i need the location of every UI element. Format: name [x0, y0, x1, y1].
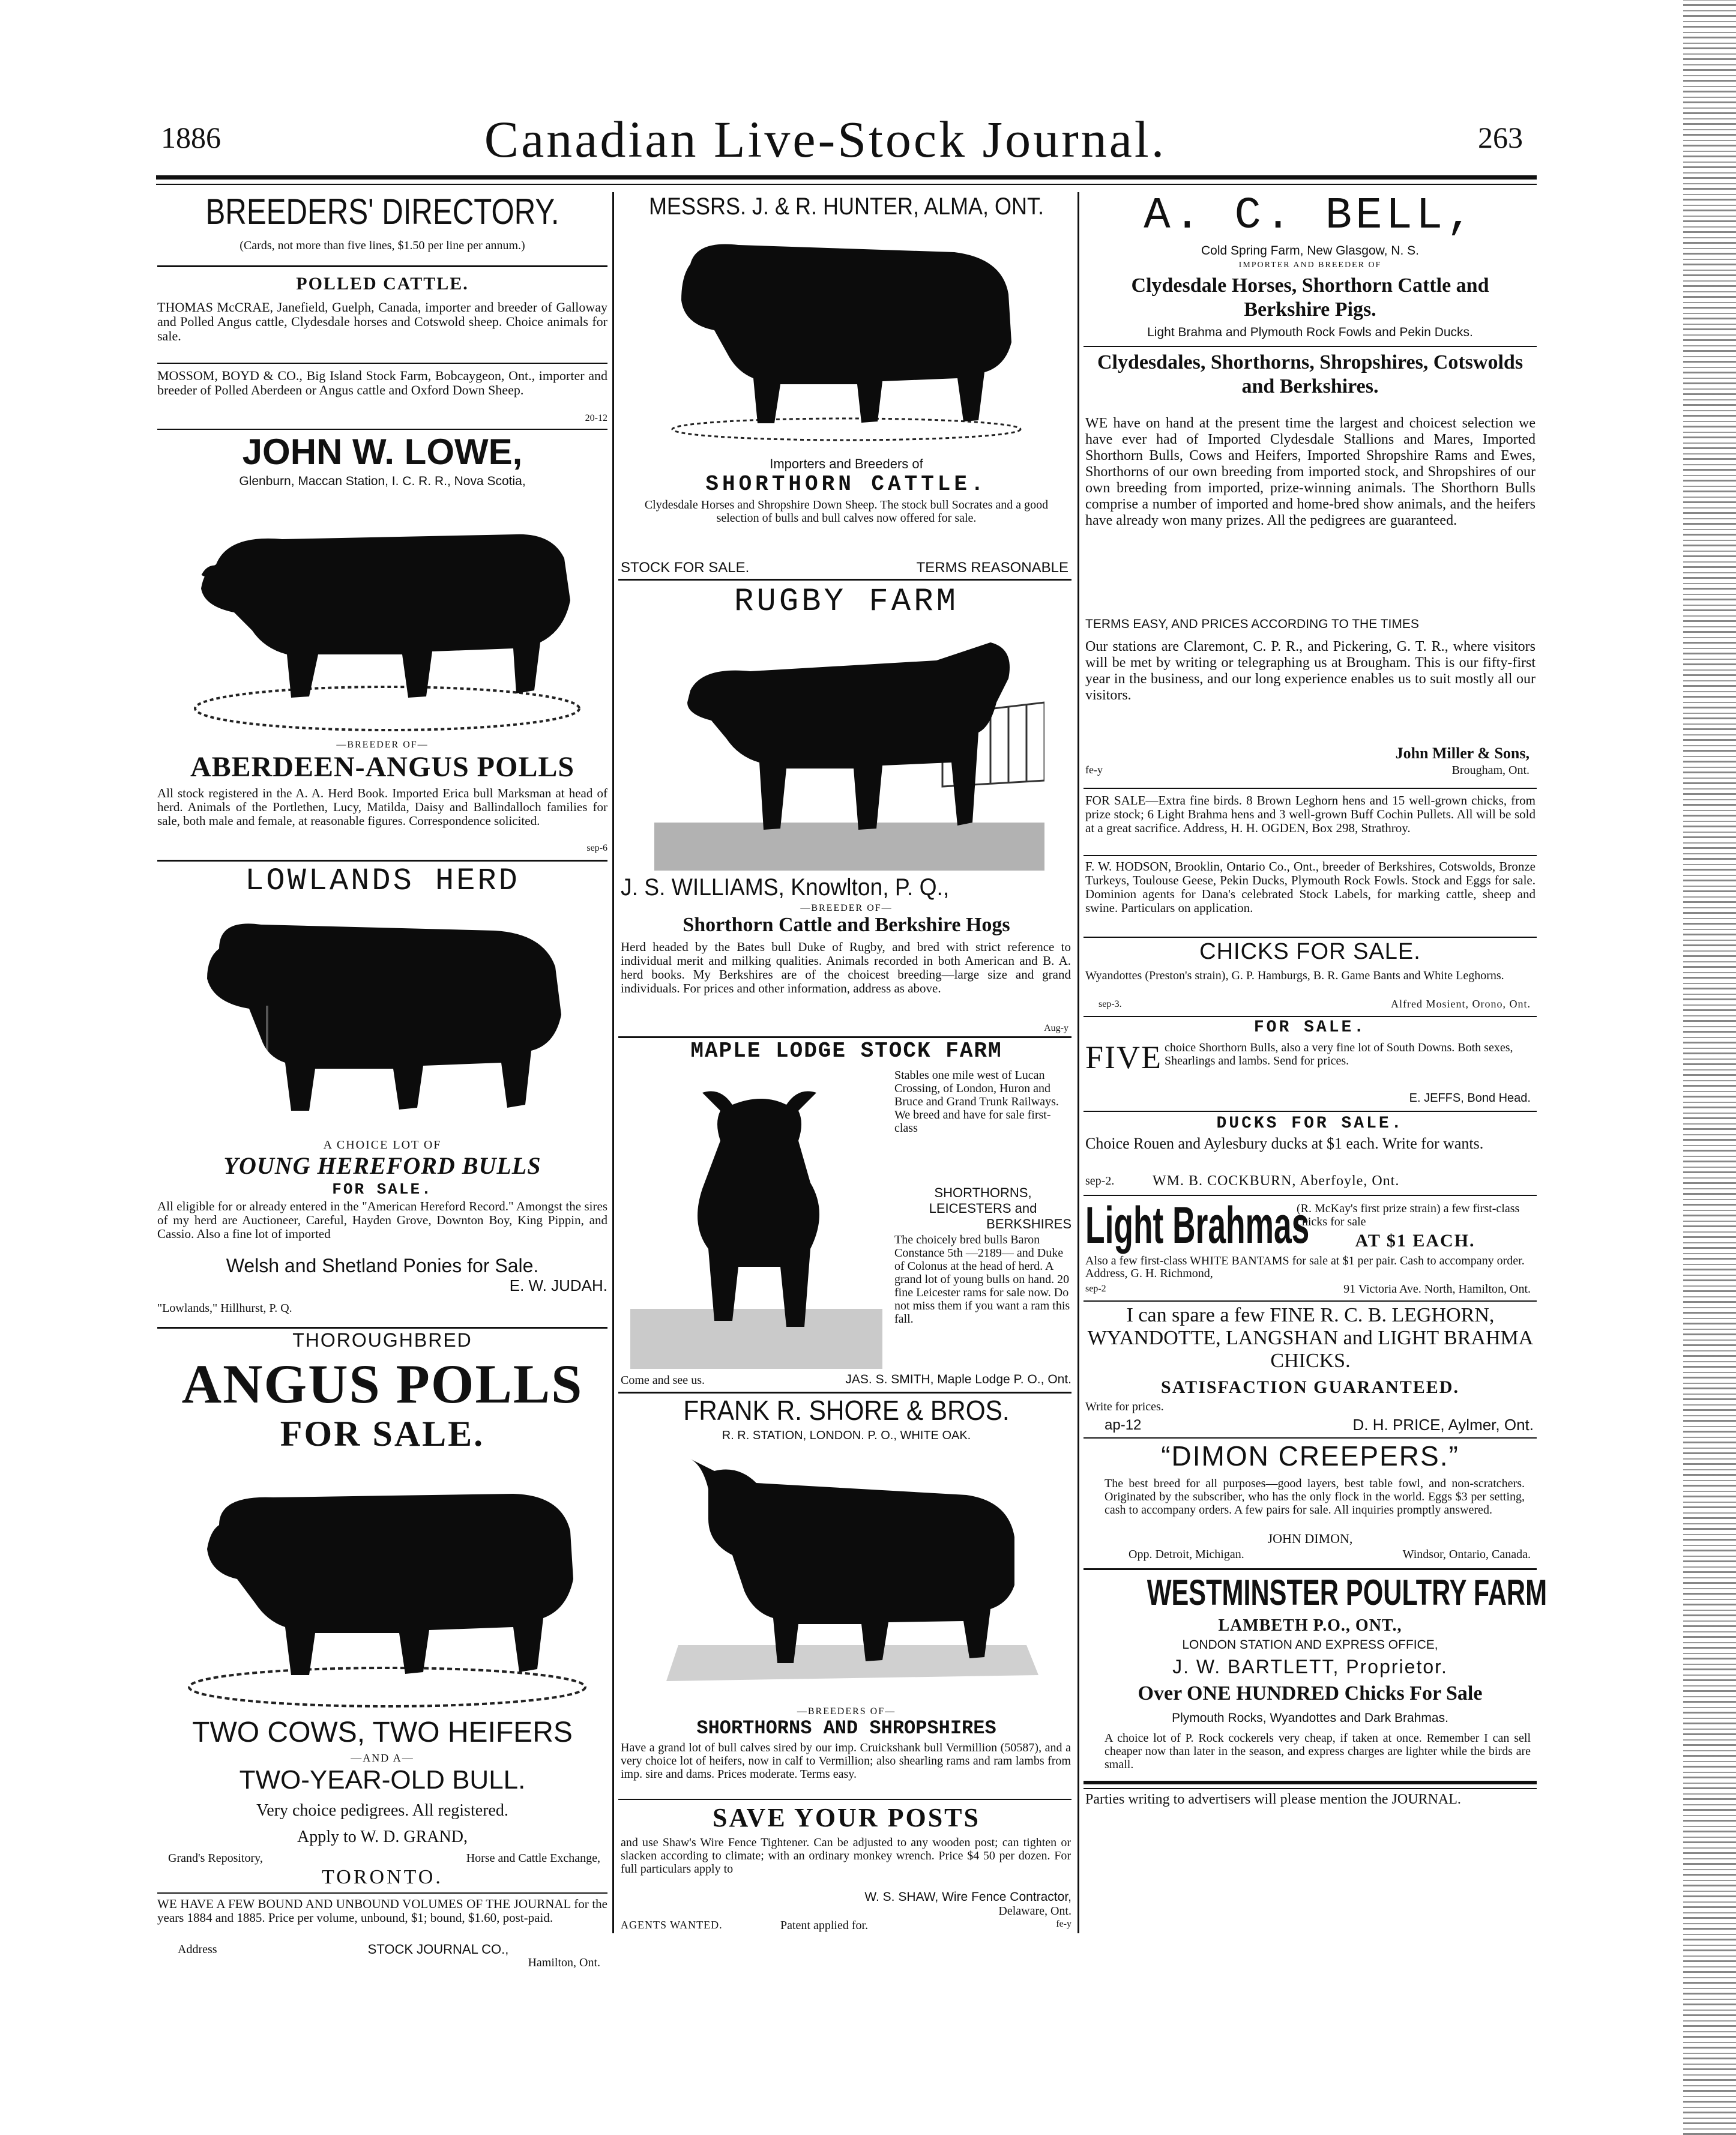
hereford-for-sale: FOR SALE. [332, 1180, 433, 1198]
bantams-text: Also a few first-class WHITE BANTAMS for sale at $1 per pair. Cash to accompany order. Address, G. H. Richmond, [1085, 1254, 1525, 1280]
london-station: LONDON STATION AND EXPRESS OFFICE, [1182, 1638, 1438, 1652]
williams-breeder-of: —BREEDER OF— [800, 903, 893, 913]
rule [157, 1327, 607, 1329]
hunter-text: Clydesdale Horses and Shropshire Down Sheep. The stock bull Socrates and a good selection of bulls and bull calves now offered for sale. [644, 498, 1049, 525]
delaware: Delaware, Ont. [998, 1904, 1071, 1918]
lowlands-herd-title: LOWLANDS HERD [245, 863, 520, 899]
choice-lot: A CHOICE LOT OF [323, 1138, 442, 1152]
hodson-card: F. W. HODSON, Brooklin, Ontario Co., Ont., breeder of Berkshires, Cotswolds, Bronze Turkeys, Toulouse Geese, Pekin Ducks, Plymouth Rock Fowls. Stock and Eggs for sale. Dominion agents for Dana's celebrated Stock Labels, for marking cattle, sheep and swine. Particulars on application. [1085, 859, 1536, 915]
chicks-code: sep-3. [1099, 999, 1122, 1009]
hunter-title: MESSRS. J. & R. HUNTER, ALMA, ONT. [648, 193, 1044, 220]
miller-title: Clydesdales, Shorthorns, Shropshires, Cotswolds and Berkshires. [1097, 351, 1524, 397]
rule [1083, 937, 1537, 938]
williams-text: Herd headed by the Bates bull Duke of Rugby, and bred with strict reference to individual merit and milking qualities. Animals recorded in both American and B. A. herd books. My Berkshires are of the choicest breeding—large size and grand individuals. For prices and other information, address as above. [621, 940, 1071, 995]
miller-text: WE have on hand at the present time the largest and choicest selection we have ever had of Imported Clydesdale Stallions and Mares, Imported Shorthorn Bulls, Cows and Heifers, Imported Shropshire Rams and Ewes, Shorthorns of our own breeding from imported stock, and Shropshires of our own breeding from imported, prize-winning animals. The Shorthorn Bulls comprise a number of imported and home-bred show animals, and the heifers have already won many prizes. All the pedigrees are guaranteed. [1085, 415, 1536, 528]
rule [1083, 788, 1537, 789]
rule [1083, 1781, 1537, 1784]
rule [157, 1892, 607, 1894]
aberdeen-angus-polls: ABERDEEN-ANGUS POLLS [190, 751, 575, 783]
two-year-old-bull: TWO-YEAR-OLD BULL. [239, 1765, 526, 1795]
ducks-sign: WM. B. COCKBURN, Aberfoyle, Ont. [1153, 1173, 1400, 1189]
shore-breeders-of: —BREEDERS OF— [797, 1706, 896, 1717]
shaw-name: W. S. SHAW, Wire Fence Contractor, [864, 1890, 1071, 1904]
judah-address: "Lowlands," Hillhurst, P. Q. [157, 1302, 292, 1315]
angus-polls-engraving [177, 1459, 597, 1711]
lowe-address: Glenburn, Maccan Station, I. C. R. R., Nova Scotia, [239, 474, 526, 488]
rule [157, 265, 607, 267]
thoroughbred: THOROUGHBRED [292, 1329, 472, 1351]
maple-text-1: Stables one mile west of Lucan Crossing, of London, Huron and Bruce and Grand Trunk Railways. We breed and have for sale first-class [894, 1069, 1059, 1135]
polled-cattle-title: POLLED CATTLE. [296, 274, 469, 294]
miller-sign: John Miller & Sons, [1395, 744, 1530, 762]
plymouth-rocks: Plymouth Rocks, Wyandottes and Dark Brahmas. [1172, 1711, 1448, 1725]
shorthorn-bull-engraving [654, 228, 1038, 444]
mccrae-card: THOMAS McCRAE, Janefield, Guelph, Canada, importer and breeder of Galloway and Polled Angus cattle, Clydesdale horses and Cotswold sheep. Choice animals for sale. [157, 300, 607, 343]
ducks-code: sep-2. [1085, 1174, 1115, 1188]
importers-breeders: Importers and Breeders of [770, 456, 923, 471]
for-sale-title: FOR SALE. [1253, 1018, 1367, 1037]
bell-clydesdale: Clydesdale Horses, Shorthorn Cattle and Berkshire Pigs. [1131, 274, 1489, 321]
bartlett: J. W. BARTLETT, Proprietor. [1172, 1656, 1448, 1678]
page-number: 263 [1478, 121, 1523, 154]
maple-lodge-title: MAPLE LODGE STOCK FARM [690, 1039, 1002, 1063]
light-brahmas: Light Brahmas [1085, 1197, 1310, 1254]
mossom-card: MOSSOM, BOYD & CO., Big Island Stock Farm, Bobcaygeon, Ont., importer and breeder of Polled Aberdeen or Angus cattle and Oxford Down Sheep. [157, 368, 607, 397]
shaw-code: fe-y [1056, 1919, 1071, 1929]
rugby-cow-engraving [654, 624, 1044, 871]
young-hereford-bulls: YOUNG HEREFORD BULLS [223, 1152, 541, 1179]
angus-for-sale: FOR SALE. [280, 1414, 485, 1454]
posts-text: and use Shaw's Wire Fence Tightener. Can be adjusted to any wooden post; can tighten or slacken according to climate; with an ordinary monkey wrench. Price $4 50 per dozen. For full particulars apply to [621, 1836, 1071, 1876]
lambeth: LAMBETH P.O., ONT., [1218, 1616, 1402, 1635]
bell-fowls: Light Brahma and Plymouth Rock Fowls and Pekin Ducks. [1147, 325, 1473, 339]
terms-easy: TERMS EASY, AND PRICES ACCORDING TO THE TIMES [1085, 617, 1419, 631]
price-text: I can spare a few FINE R. C. B. LEGHORN, WYANDOTTE, LANGSHAN and LIGHT BRAHMA CHICKS. [1087, 1304, 1534, 1372]
scan-edge [1683, 0, 1736, 2135]
chicks-sign: Alfred Mosient, Orono, Ont. [1391, 998, 1531, 1010]
lowe-text: All stock registered in the A. A. Herd Book. Imported Erica bull Marksman at head of herd. Animals of the Portlethen, Lucy, Matilda, Daisy and Ballindalloch families for sale, both male and female, at reasonable figures. Correspondence solicited. [157, 786, 607, 828]
directory-note: (Cards, not more than five lines, $1.50 per line per annum.) [240, 239, 525, 252]
rule [157, 429, 607, 430]
dimon-right: Windsor, Ontario, Canada. [1402, 1548, 1531, 1561]
mossom-code: 20-12 [585, 413, 607, 423]
address-label: Address [178, 1943, 217, 1956]
patent-applied: Patent applied for. [780, 1919, 869, 1932]
rule [618, 1036, 1071, 1038]
shore-bull-engraving [654, 1447, 1038, 1699]
judah-text: All eligible for or already entered in the "American Hereford Record." Amongst the sires of my herd are Auctioneer, Careful, Hayden Grove, Downton Boy, King Pippin, and Cassio. Also a fine lot of imported [157, 1199, 607, 1241]
two-cows: TWO COWS, TWO HEIFERS [192, 1717, 573, 1748]
rule [1083, 1788, 1537, 1789]
satisfaction-guaranteed: SATISFACTION GUARANTEED. [1161, 1377, 1459, 1397]
breeders-directory-title: BREEDERS' DIRECTORY. [205, 192, 559, 232]
terms-reasonable: TERMS REASONABLE [916, 560, 1068, 576]
shorthorn-cattle: SHORTHORN CATTLE. [705, 472, 987, 497]
maple-shorthorns: SHORTHORNS, [934, 1185, 1032, 1200]
shore-breeds: SHORTHORNS AND SHROPSHIRES [696, 1717, 996, 1739]
rule [1083, 1016, 1537, 1017]
save-your-posts: SAVE YOUR POSTS [712, 1803, 980, 1832]
rule [1083, 855, 1537, 856]
header-rule [156, 175, 1537, 180]
dimon-text: The best breed for all purposes—good layers, best table fowl, and non-scratchers. Originated by the subscriber, who has the only flock in the world. Eggs $3 per setting, cash to accompany orders. A few pairs for sale. All inquiries promptly answered. [1105, 1477, 1525, 1517]
westminster-text: A choice lot of P. Rock cockerels very cheap, if taken at once. Remember I can sell cheaper now than later in the season, and express charges are lighter while the birds are small. [1105, 1732, 1531, 1771]
stock-journal-co: STOCK JOURNAL CO., [367, 1942, 509, 1957]
over-hundred: Over ONE HUNDRED Chicks For Sale [1138, 1682, 1483, 1705]
journal-title: Canadian Live-Stock Journal. [484, 110, 1167, 168]
shore-text: Have a grand lot of bull calves sired by our imp. Cruickshank bull Vermillion (50587), and a very choice lot of heifers, now in calf to Vermillion; also shearling rams and ram lambs from imp. sire and dams. Prices moderate. Terms easy. [621, 1741, 1071, 1781]
rule [618, 1799, 1071, 1800]
rule [1083, 346, 1537, 347]
rule [157, 363, 607, 364]
bell-importer: IMPORTER AND BREEDER OF [1238, 261, 1382, 270]
ducks-text: Choice Rouen and Aylesbury ducks at $1 each. Write for wants. [1085, 1135, 1484, 1152]
header-rule-thin [156, 184, 1537, 185]
angus-polls-title: ANGUS POLLS [181, 1353, 583, 1415]
miller-code: fe-y [1085, 764, 1103, 776]
rule [1083, 1568, 1537, 1570]
maple-leicesters: LEICESTERS and [929, 1201, 1037, 1216]
price-sign: D. H. PRICE, Aylmer, Ont. [1352, 1416, 1534, 1434]
ducks-title: DUCKS FOR SALE. [1216, 1114, 1404, 1133]
miller-text-2: Our stations are Claremont, C. P. R., and Pickering, G. T. R., where visitors will be met by writing or telegraphing us at Brougham. This is our fifty-first year in the business, and our long experience enables us to suit mostly all our visitors. [1085, 639, 1536, 703]
repository-left: Grand's Repository, [168, 1852, 263, 1865]
maple-bull-engraving [630, 1069, 882, 1369]
rule [618, 1392, 1071, 1394]
write-for-prices: Write for prices. [1085, 1400, 1164, 1413]
williams-hogs: Shorthorn Cattle and Berkshire Hogs [683, 914, 1010, 936]
stock-for-sale: STOCK FOR SALE. [621, 560, 750, 576]
rule [618, 579, 1071, 581]
hereford-bull-engraving [183, 901, 591, 1129]
westminster-title: WESTMINSTER POULTRY FARM [1147, 1572, 1548, 1613]
chicks-text: Wyandottes (Preston's strain), G. P. Hamburgs, B. R. Game Bants and White Leghorns. [1085, 969, 1504, 982]
williams-name: J. S. WILLIAMS, Knowlton, P. Q., [621, 874, 950, 901]
shore-title: FRANK R. SHORE & BROS. [683, 1395, 1010, 1426]
column-divider [1077, 192, 1079, 1933]
dimon-name: JOHN DIMON, [1267, 1531, 1353, 1546]
ogden-card: FOR SALE—Extra fine birds. 8 Brown Leghorn hens and 15 well-grown chicks, from prize stock; 6 Light Brahma hens and 3 well-grown Buff Cochin Pullets. All will be sold at a great sacrifice. Address, H. H. OGDEN, Box 298, Strathroy. [1085, 793, 1536, 835]
very-choice: Very choice pedigrees. All registered. [256, 1801, 508, 1820]
hamilton: Hamilton, Ont. [528, 1956, 600, 1969]
williams-code: Aug-y [1044, 1023, 1068, 1033]
dimon-left: Opp. Detroit, Michigan. [1129, 1548, 1244, 1561]
dimon-creepers: “DIMON CREEPERS.” [1161, 1440, 1459, 1472]
chicks-title: CHICKS FOR SALE. [1199, 939, 1421, 964]
ponies-for-sale: Welsh and Shetland Ponies for Sale. [226, 1255, 539, 1276]
agents-wanted: AGENTS WANTED. [621, 1919, 723, 1931]
judah-name: E. W. JUDAH. [509, 1276, 607, 1294]
five: FIVE [1085, 1039, 1162, 1075]
lowe-breeder-of: —BREEDER OF— [336, 740, 429, 750]
jeffs-sign: E. JEFFS, Bond Head. [1409, 1092, 1531, 1105]
year: 1886 [161, 121, 221, 154]
and-a: —AND A— [351, 1752, 414, 1764]
brahma-text: (R. McKay's first prize strain) a few first-class chicks for sale [1297, 1202, 1520, 1228]
bantams-address: 91 Victoria Ave. North, Hamilton, Ont. [1343, 1282, 1531, 1296]
volumes-notice: WE HAVE A FEW BOUND AND UNBOUND VOLUMES OF THE JOURNAL for the years 1884 and 1885. Price per volume, unbound, $1; bound, $1.60, post-paid. [157, 1897, 607, 1925]
brougham: Brougham, Ont. [1451, 764, 1530, 777]
repository-right: Horse and Cattle Exchange, [466, 1852, 600, 1865]
maple-text-2: The choicely bred bulls Baron Constance 5th —2189— and Duke of Colonus at the head of herd. A grand lot of young bulls on hand. 20 fine Leicester rams for sale now. Do not miss them if you want a ram this fall. [894, 1233, 1070, 1326]
rule [1083, 1111, 1537, 1112]
angus-cow-engraving [180, 492, 594, 732]
toronto: TORONTO. [322, 1866, 443, 1888]
parties-writing: Parties writing to advertisers will please mention the JOURNAL. [1085, 1792, 1461, 1807]
maple-berkshires: BERKSHIRES [986, 1216, 1071, 1231]
lowe-name: JOHN W. LOWE, [242, 432, 523, 472]
rule [1083, 1437, 1537, 1439]
apply-to: Apply to W. D. GRAND, [297, 1828, 468, 1846]
bell-address: Cold Spring Farm, New Glasgow, N. S. [1201, 244, 1419, 258]
at-one-each: AT $1 EACH. [1355, 1231, 1475, 1251]
maple-sign: JAS. S. SMITH, Maple Lodge P. O., Ont. [845, 1372, 1071, 1386]
shore-address: R. R. STATION, LONDON. P. O., WHITE OAK. [722, 1429, 971, 1442]
bell-name: A. C. BELL, [1144, 191, 1477, 241]
column-divider [612, 192, 614, 1933]
maple-come: Come and see us. [621, 1374, 705, 1387]
rule [1083, 1195, 1537, 1196]
price-code: ap-12 [1105, 1417, 1142, 1433]
rugby-farm: RUGBY FARM [734, 584, 959, 620]
bantams-code: sep-2 [1085, 1284, 1106, 1294]
rule [1083, 1300, 1537, 1302]
rule [157, 860, 607, 862]
jeffs-text: choice Shorthorn Bulls, also a very fine lot of South Downs. Both sexes, Shearlings and lambs. Send for prices. [1165, 1041, 1513, 1068]
lowe-code: sep-6 [586, 843, 607, 853]
